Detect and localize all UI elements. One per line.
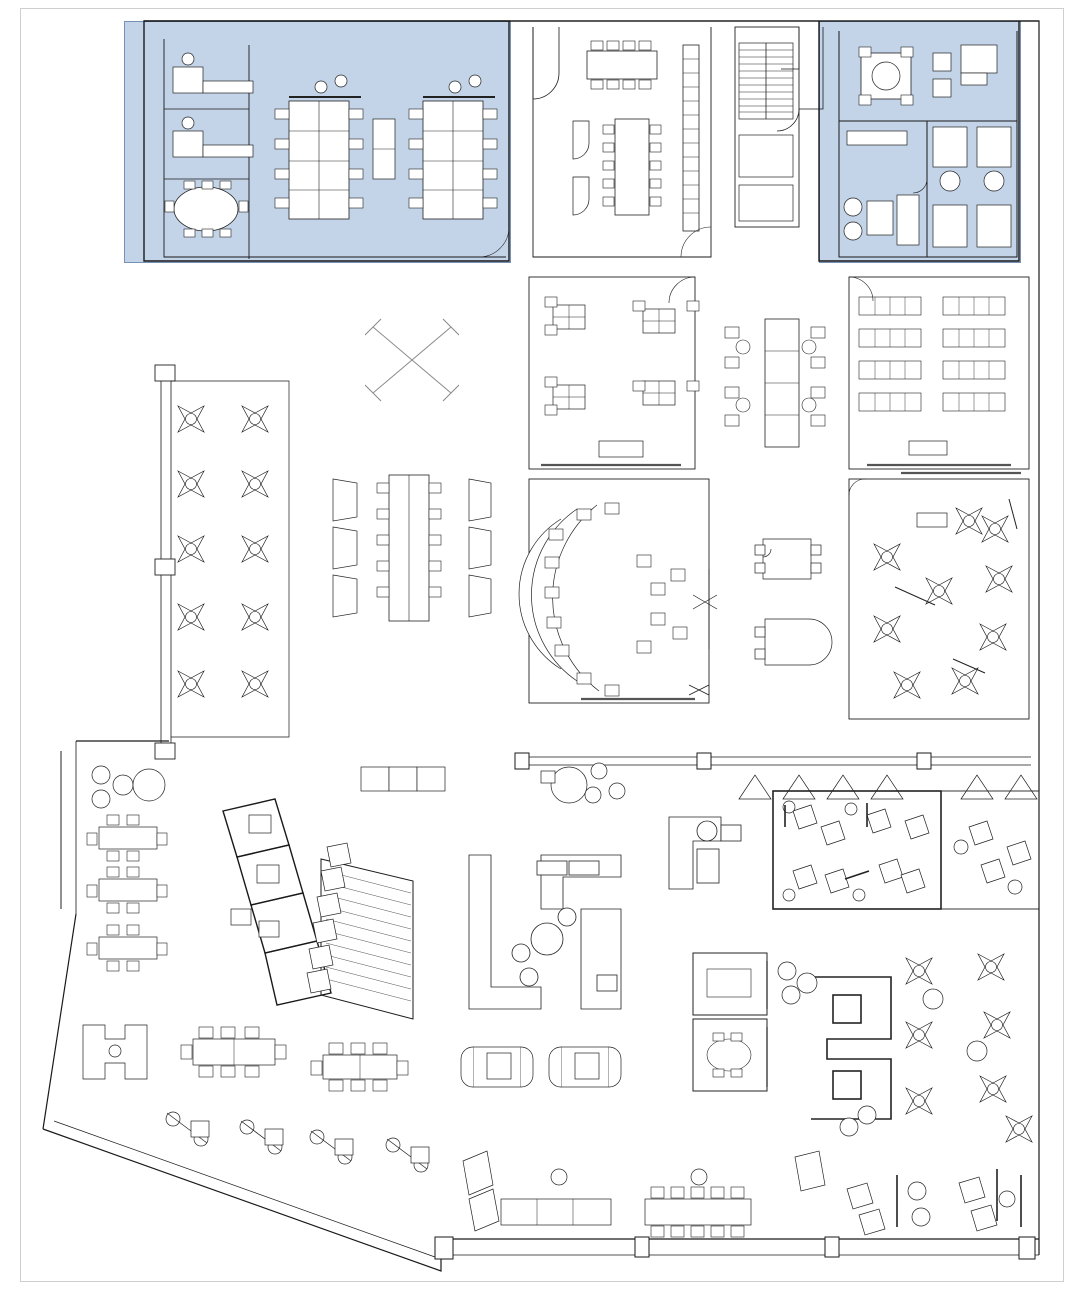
drawing-sheet bbox=[20, 8, 1064, 1282]
floor-plan-linework bbox=[21, 9, 1063, 1281]
